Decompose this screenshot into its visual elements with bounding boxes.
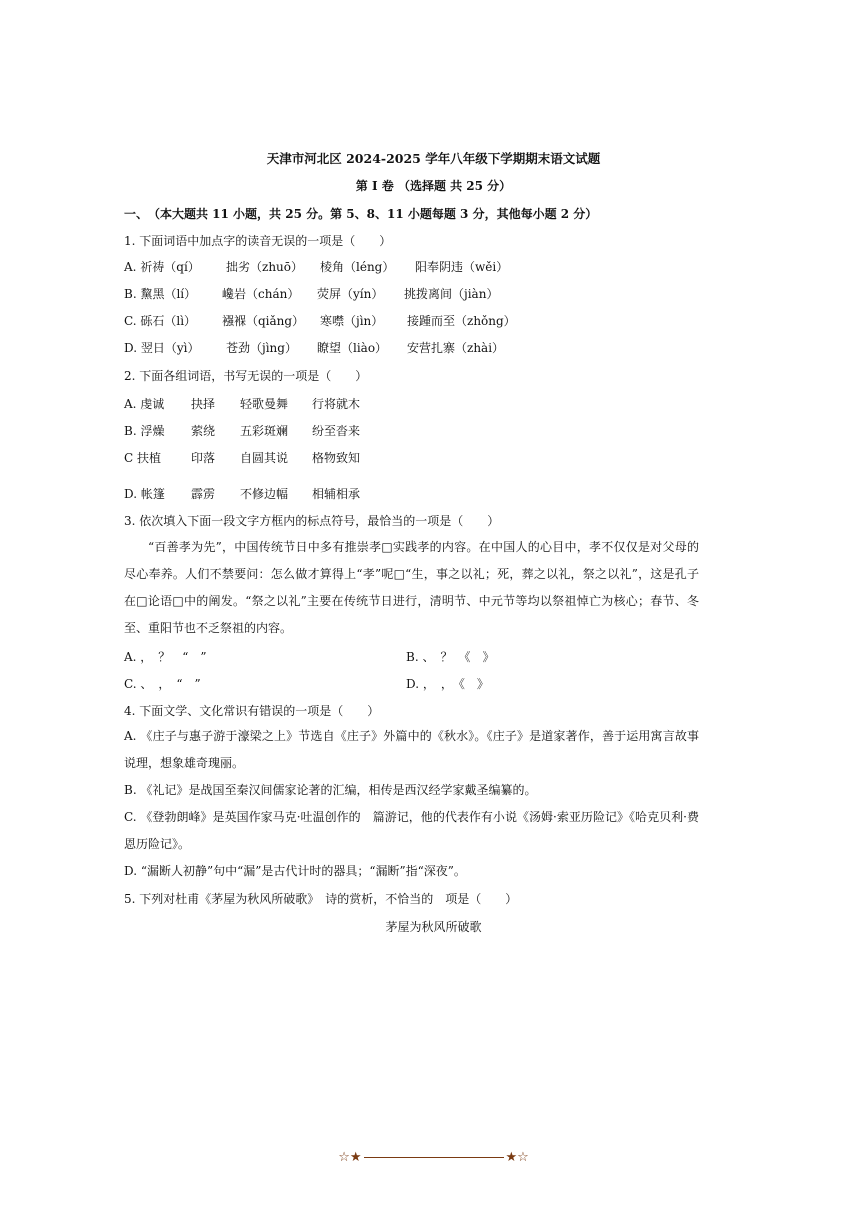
q3-option-c: C. 、 ， “ ”: [124, 677, 201, 691]
option-b-word-3: 荧屏（yín）: [317, 287, 384, 301]
exam-title: 天津市河北区 2024-2025 学年八年级下学期期末语文试题: [266, 151, 601, 166]
question-4-stem: 4. 下面文学、文化常识有错误的一项是（ ）: [124, 704, 380, 718]
option-c-word-2: 襁褓（qiǎng）: [222, 314, 305, 328]
option-b-word-1: B. 黧黑（lí）: [124, 287, 197, 301]
footer-ornament: [0, 1150, 867, 1165]
q3-option-b: B. 、 ？ 《 》: [406, 650, 495, 664]
q3-option-a: A. ， ？ “ ”: [124, 650, 207, 664]
q2-a-1: A. 虔诚: [124, 397, 165, 411]
option-d-word-3: 瞭望（liào）: [317, 341, 388, 355]
q2-c-1: C 扶植: [124, 451, 161, 465]
option-a-word-2: 拙劣（zhuō）: [226, 260, 304, 274]
q3-option-d: D. ， ， 《 》: [406, 677, 489, 691]
section-heading: 一、 （本大题共 11 小题，共 25 分。第 5、8、11 小题每题 3 分，其他每小题 2 分）: [124, 207, 598, 221]
footer-stars-left: ☆★: [338, 1150, 362, 1165]
q2-c-3: 自圆其说: [240, 451, 289, 465]
question-5-stem: 5. 下列对杜甫《茅屋为秋风所破歌》 诗的赏析，不恰当的 项是（ ）: [124, 892, 518, 906]
q2-c-4: 格物致知: [312, 451, 361, 465]
q2-d-2: 霹雳: [191, 487, 216, 501]
option-b-word-4: 挑拨离间（jiàn）: [404, 287, 499, 301]
footer-stars-right: ★☆: [505, 1150, 529, 1165]
q2-d-1: D. 帐篷: [124, 487, 165, 501]
q2-a-2: 抉择: [191, 397, 216, 411]
q2-a-3: 轻歌曼舞: [240, 397, 289, 411]
q2-d-3: 不修边幅: [240, 487, 289, 501]
volume-heading: 第 I 卷 （选择题 共 25 分）: [355, 179, 512, 193]
q2-c-2: 印落: [191, 451, 216, 465]
option-c-word-1: C. 砾石（lì）: [124, 314, 197, 328]
q2-b-4: 纷至沓来: [312, 424, 361, 438]
poem-title: 茅屋为秋风所破歌: [385, 920, 482, 934]
option-a-word-1: A. 祈祷（qí）: [124, 260, 200, 274]
option-a-word-3: 棱角（léng）: [320, 260, 395, 274]
option-d-word-4: 安营扎寨（zhài）: [407, 341, 505, 355]
q4-option-c: C. 《登勃朗峰》是英国作家马克·吐温创作的 篇游记，他的代表作有小说《汤姆·索亚历险记》《哈克贝利·费恩历险记》。: [124, 810, 699, 851]
q2-b-1: B. 浮燥: [124, 424, 165, 438]
option-c-word-3: 寒噤（jìn）: [320, 314, 384, 328]
question-3-stem: 3. 依次填入下面一段文字方框内的标点符号，最恰当的一项是（ ）: [124, 514, 500, 528]
q2-b-3: 五彩斑斓: [240, 424, 289, 438]
q4-option-b: B. 《礼记》是战国至秦汉间儒家论著的汇编，相传是西汉经学家戴圣编纂的。: [124, 783, 537, 797]
question-2-stem: 2. 下面各组词语，书写无误的一项是（ ）: [124, 369, 368, 383]
q4-option-d: D. “漏断人初静”句中“漏”是古代计时的器具；“漏断”指“深夜”。: [124, 864, 466, 878]
option-d-word-2: 苍劲（jìng）: [226, 341, 297, 355]
question-1-stem: 1. 下面词语中加点字的读音无误的一项是（ ）: [124, 234, 392, 248]
q2-d-4: 相辅相承: [312, 487, 361, 501]
question-3-passage: “百善孝为先”，中国传统节日中多有推崇孝□实践孝的内容。在中国人的心目中，孝不仅仅是对父母的尽心奉养。人们不禁要问：怎么做才算得上“孝”呢□“生，事之以礼；死，葬之以礼，祭之以礼”，这是孔子在□论语□中的阐发。“祭之以礼”主要在传统节日进行，清明节、中元节等均以祭祖悼亡为核心；春节、冬至、重阳节也不乏祭祖的内容。: [124, 540, 699, 635]
option-d-word-1: D. 翌日（yì）: [124, 341, 200, 355]
q4-option-a: A. 《庄子与惠子游于濠梁之上》节选自《庄子》外篇中的《秋水》。《庄子》是道家著作，善于运用寓言故事说理，想象雄奇瑰丽。: [124, 729, 699, 770]
q2-b-2: 萦绕: [191, 424, 216, 438]
option-a-word-4: 阳奉阴违（wěi）: [415, 260, 509, 274]
footer-divider-line: [364, 1157, 504, 1158]
option-c-word-4: 接踵而至（zhǒng）: [407, 314, 516, 328]
option-b-word-2: 巉岩（chán）: [222, 287, 300, 301]
q2-a-4: 行将就木: [312, 397, 361, 411]
